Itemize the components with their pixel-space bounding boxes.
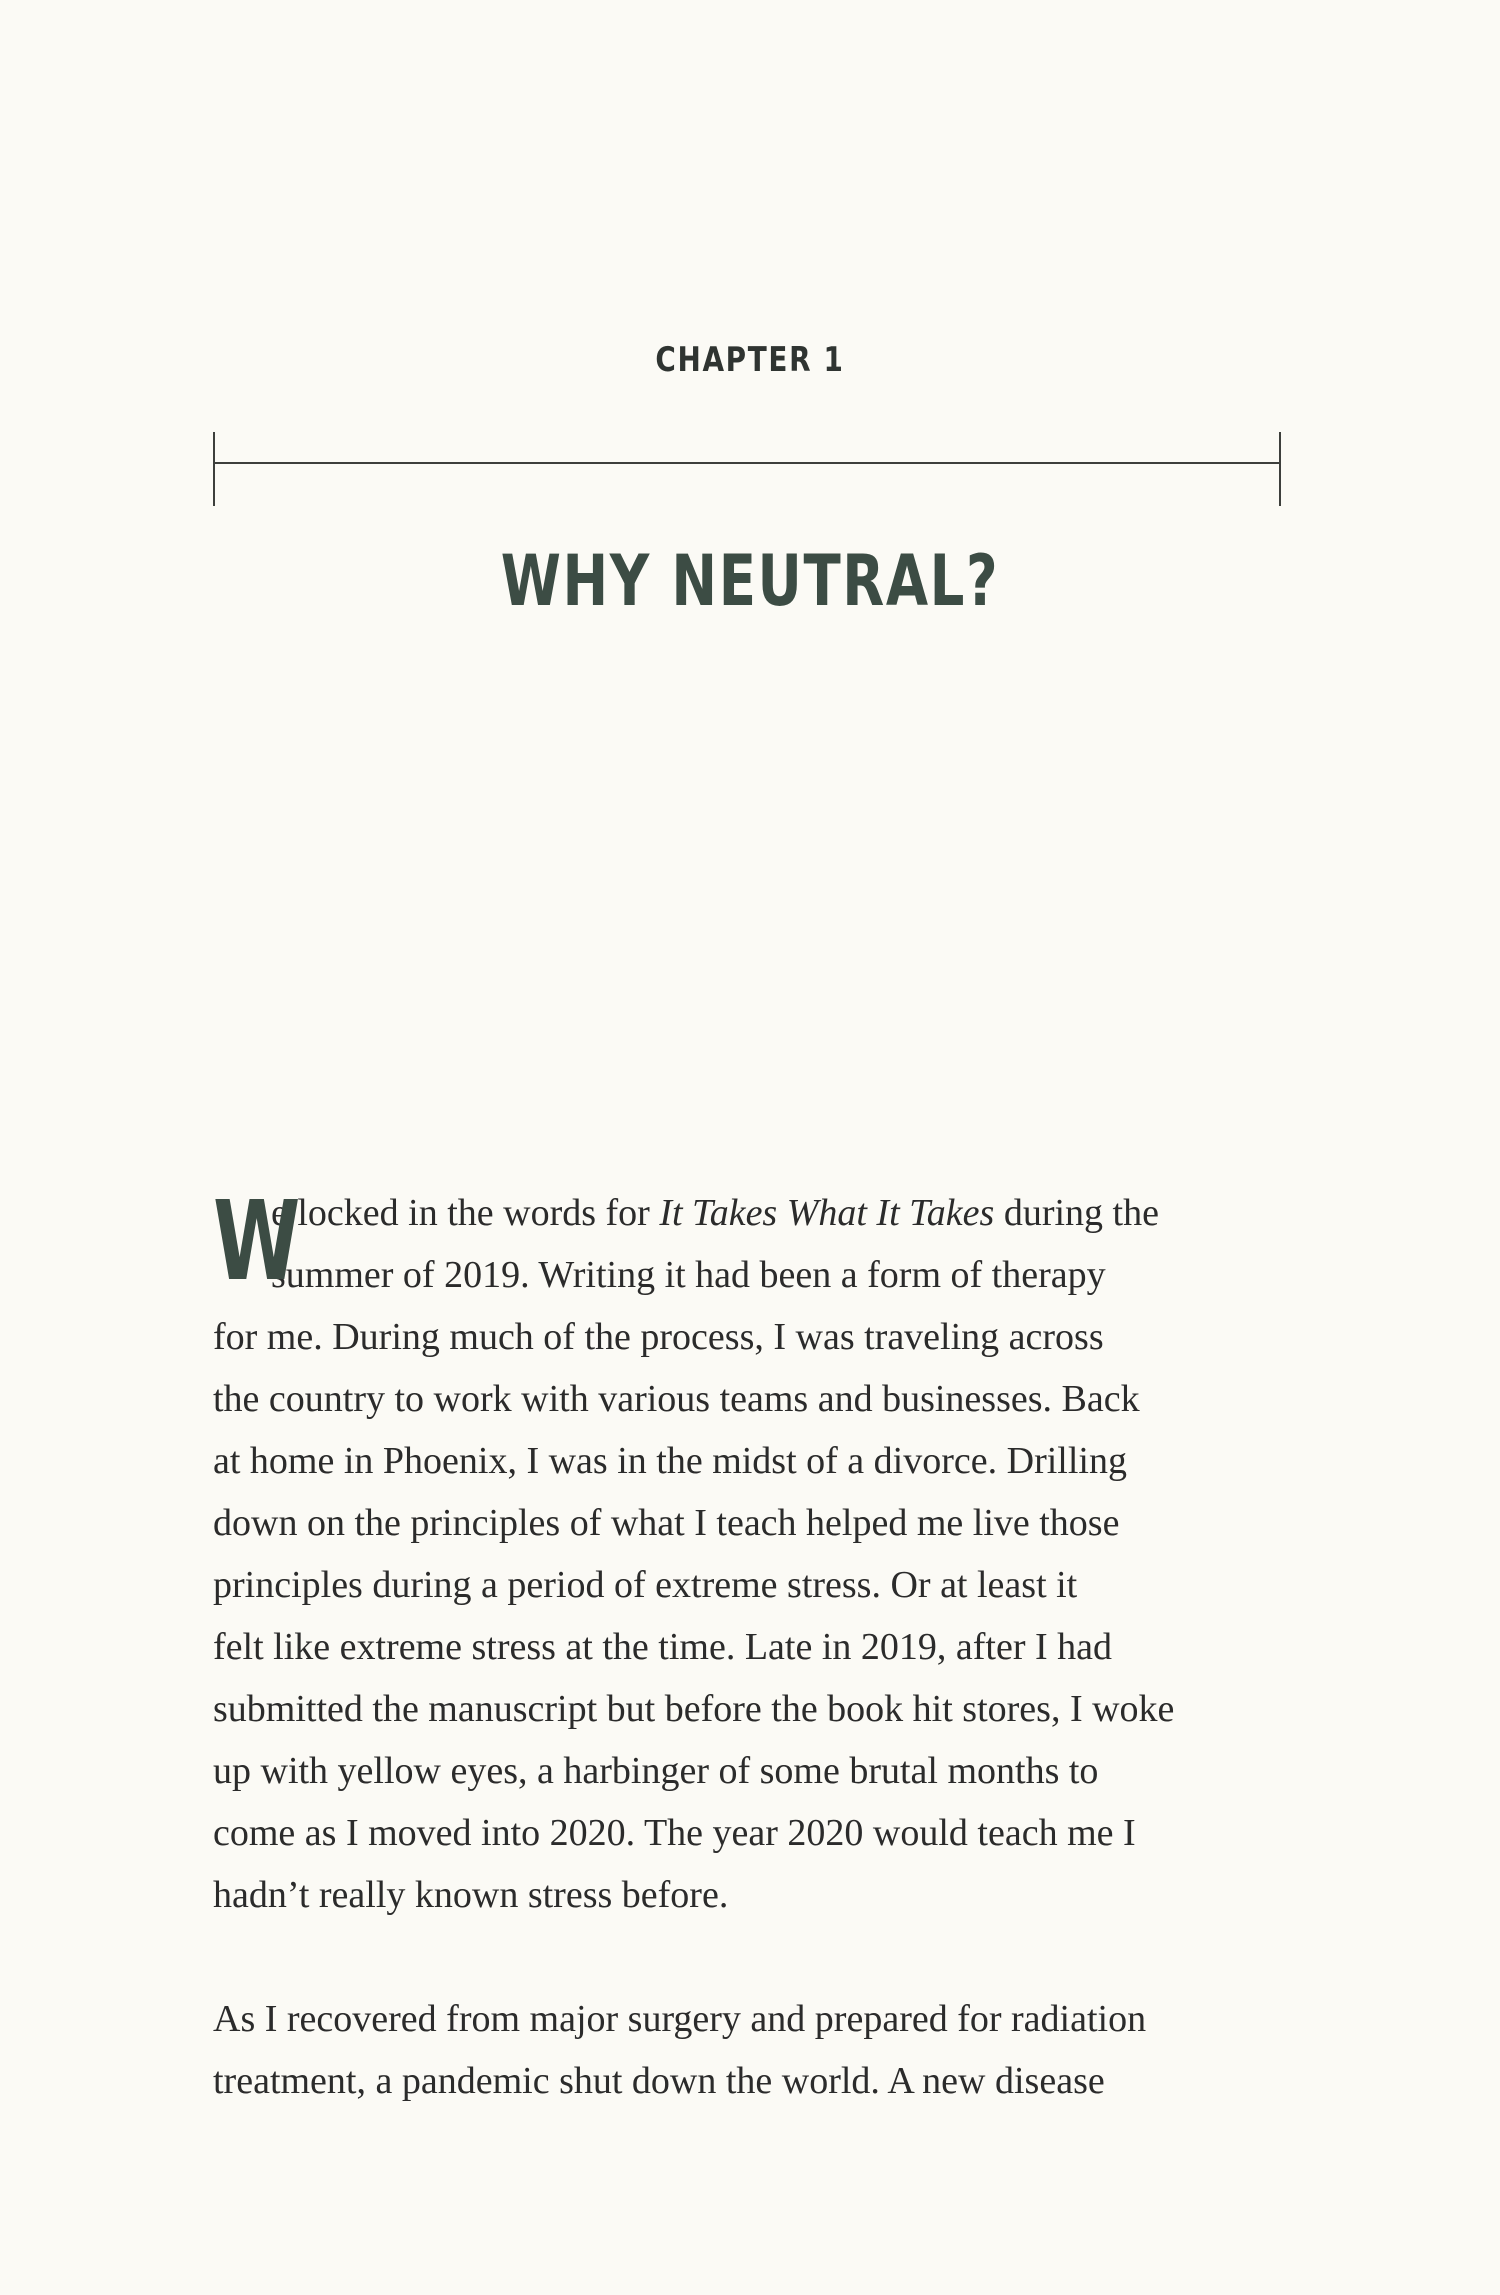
paragraph-line: submitted the manuscript but before the book hit stores, I woke [213,1688,1175,1730]
paragraph-line: treatment, a pandemic shut down the world. A new disease [213,2060,1105,2102]
paragraph-spacer [213,1926,1293,1988]
rule-right-cap [1279,432,1281,506]
paragraph-line: felt like extreme stress at the time. Late in 2019, after I had [213,1626,1112,1668]
paragraph-line: come as I moved into 2020. The year 2020 would teach me I [213,1812,1136,1854]
chapter-rule [213,462,1280,464]
paragraph-line: As I recovered from major surgery and prepared for radiation [213,1998,1147,2040]
line-text: e locked in the words for [271,1192,660,1234]
paragraph-line: hadn’t really known stress before. [213,1874,729,1916]
paragraph-2 [213,1988,1293,2112]
paragraph-line: summer of 2019. Writing it had been a form of therapy [271,1254,1106,1296]
paragraph-line: at home in Phoenix, I was in the midst of a divorce. Drilling [213,1440,1127,1482]
line-text: during the [994,1192,1159,1234]
chapter-title: WHY NEUTRAL? [500,540,1000,622]
paragraph-line: the country to work with various teams and businesses. Back [213,1378,1140,1420]
paragraph-line: up with yellow eyes, a harbinger of some brutal months to [213,1750,1099,1792]
chapter-label: CHAPTER 1 [655,340,845,380]
paragraph-line: for me. During much of the process, I was traveling across [213,1316,1104,1358]
body-text [213,1177,1293,2112]
drop-cap: W [213,1177,301,1305]
paragraph-line [213,1182,1293,1244]
paragraph-line: principles during a period of extreme stress. Or at least it [213,1564,1078,1606]
rule-left-cap [213,432,215,506]
book-title-italic: It Takes What It Takes [659,1192,995,1234]
paragraph-1 [213,1177,1293,1926]
paragraph-line: down on the principles of what I teach helped me live those [213,1502,1120,1544]
